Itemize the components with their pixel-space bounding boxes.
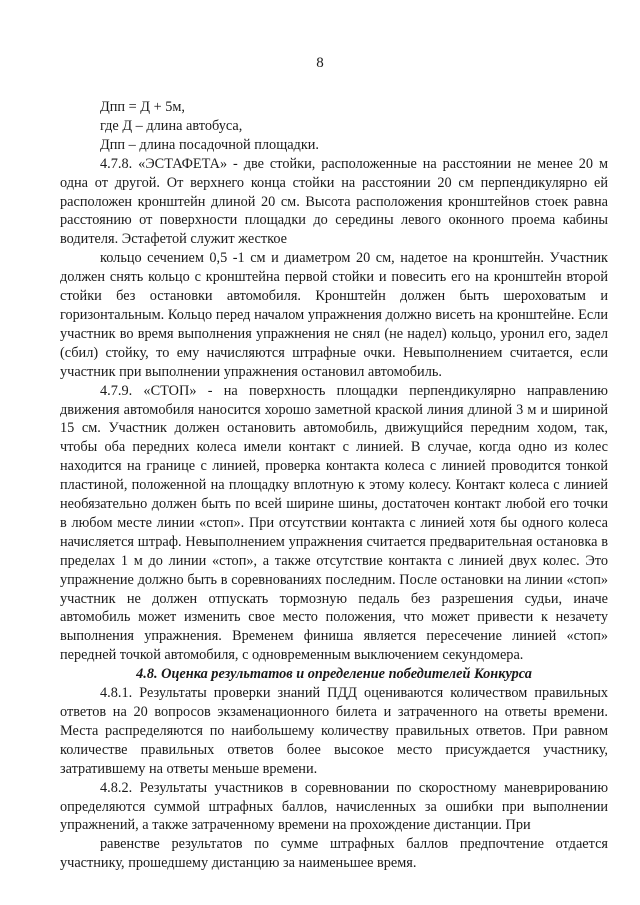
document-body — [60, 98, 608, 873]
section-heading-4-8: 4.8. Оценка результатов и определение победителей Конкурса — [136, 666, 532, 683]
paragraph-4-7-8: 4.7.8. «ЭСТАФЕТА» - две стойки, расположенные на расстоянии не менее 20 м одна от другой. От верхнего конца стойки на расстоянии 20 см перпендикулярно ей расположен кронштейн длиной 20 см. Высота расположения кронштейнов стоек равна расстоянию от поверхности площадки до середины левого оконного проема кабины водителя. Эстафетой служит жесткое — [60, 155, 608, 248]
paragraph-4-8-2: 4.8.2. Результаты участников в соревновании по скоростному маневрированию определяются суммой штрафных баллов, начисленных за ошибки при выполнении упражнений, а также затраченному времени на прохождение дистанции. При — [60, 779, 608, 834]
paragraph-4-7-8-continued: кольцо сечением 0,5 -1 см и диаметром 20 см, надетое на кронштейн. Участник должен снять кольцо с кронштейна первой стойки и повесить его на кронштейн второй стойки без остановки автомобиля. Кронштейн должен быть шероховатым и горизонтальным. Кольцо перед началом упражнения должно висеть на кронштейне. Если участник во время выполнения упражнения не снял (не надел) кольцо, уронил его, задел (сбил) стойку, то ему начисляются штрафные очки. Невыполнением считается, если участник при выполнении упражнения остановил автомобиль. — [60, 250, 608, 380]
paragraph-4-7-9: 4.7.9. «СТОП» - на поверхность площадки перпендикулярно направлению движения автомобиля наносится хорошо заметной краской линия длиной 3 м и шириной 15 см. Участник должен остановить автомобиль, движущийся передним ходом, так, чтобы оба передних колеса имели контакт с линией. В случае, когда одно из колес находится на границе с линией, проверка контакта колеса с линией проводится тонкой пластиной, положенной на площадку вплотную к этому колесу. Контакт колеса с линией необязательно должен быть по всей ширине шины, достаточен контакт любой его точки в любом месте линии «стоп». При отсутствии контакта с линией хотя бы одного колеса начисляется штраф. Невыполнением упражнения считается предварительная остановка в пределах 1 м до линии «стоп», а также отсутствие контакта с линией двух колес. Это упражнение должно быть в соревнованиях последним. После остановки на линии «стоп» участник не должен отпускать тормозную педаль без разрешения судьи, иначе автомобиль может изменить свое место положения, что может привести к незачету выполнения упражнения. Временем финиша является пересечение линией «стоп» передней точкой автомобиля, с одновременным выключением секундомера. — [60, 382, 608, 664]
page-number: 8 — [316, 55, 324, 71]
paragraph-4-8-1: 4.8.1. Результаты проверки знаний ПДД оцениваются количеством правильных ответов на 20 вопросов экзаменационного билета и затраченного на ответы времени. Места распределяются по наибольшему количеству правильных ответов. При равном количестве правильных ответов более высокое место присуждается участнику, затратившему на ответы меньше времени. — [60, 685, 608, 777]
formula-definition-dpp: Дпп – длина посадочной площадки. — [100, 136, 320, 153]
formula-definition-d: где Д – длина автобуса, — [100, 117, 243, 134]
paragraph-4-8-2-continued: равенстве результатов по сумме штрафных баллов предпочтение отдается участнику, прошедшему дистанцию за наименьшее время. — [60, 836, 608, 872]
formula-line: Дпп = Д + 5м, — [100, 99, 185, 115]
